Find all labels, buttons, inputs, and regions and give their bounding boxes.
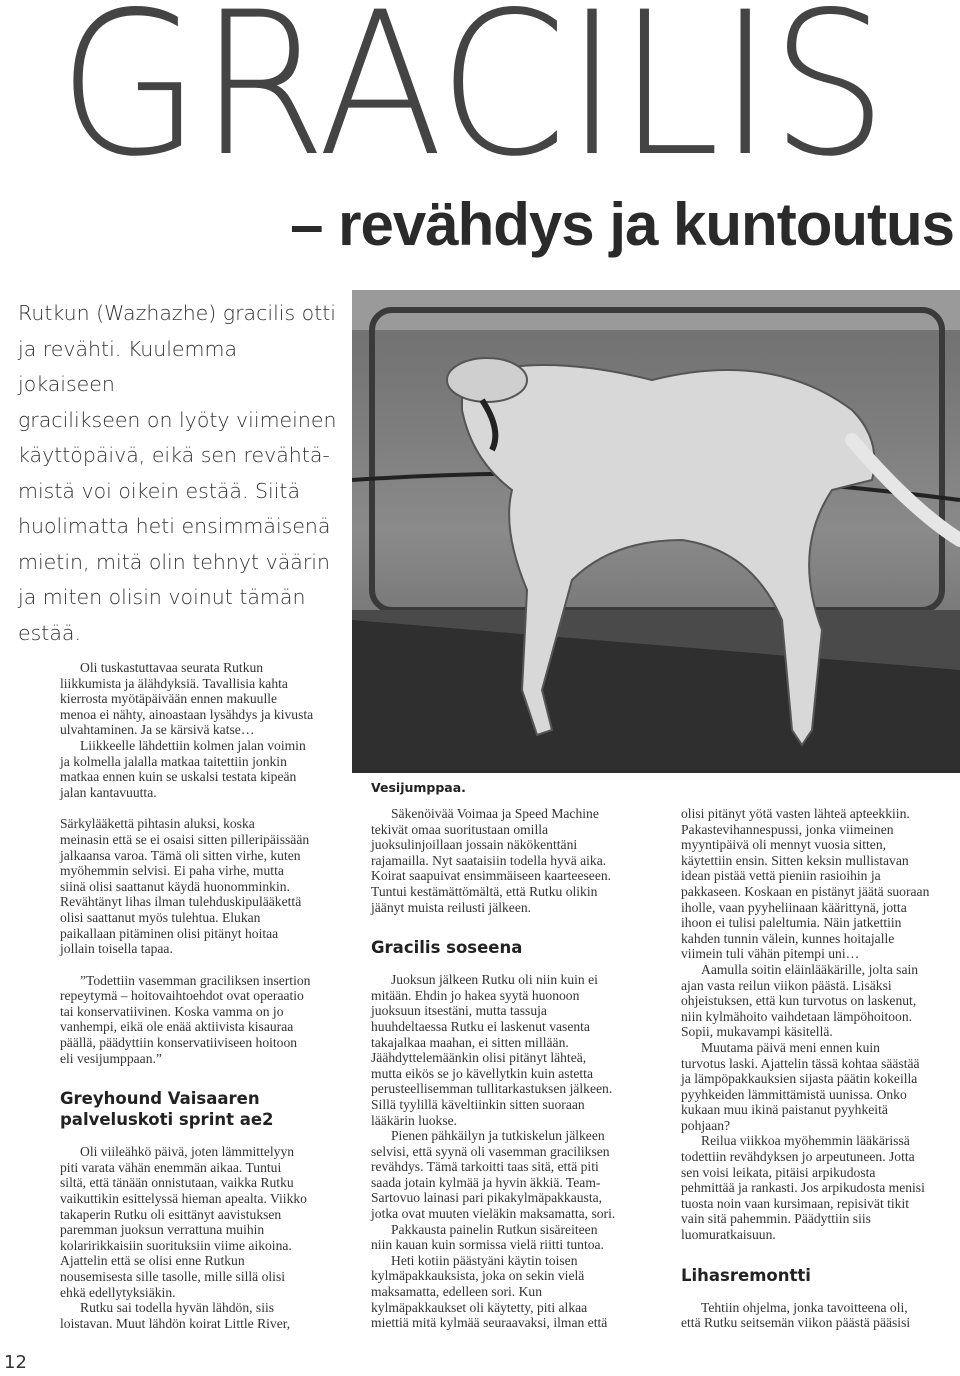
paragraph: Oli viileähkö päivä, joten lämmittelyyn piti varata vähän enemmän aikaa. Tuntui siltä, että tänään onnistutaan, vaikka Rutku vaikuttikin esittelyssä hieman apealta. Viikko takaperin Rutku oli esittänyt aavistuksen paremman juoksun verrattuna muihin kolaririkkaisiin suorituksiin viime aikoina. Ajattelin että se olisi enne Rutkun nousemisesta sille tasolle, mille sillä olisi ehkä edellytyksiäkin. [60, 1144, 307, 1300]
section-heading: Lihasremontti [681, 1265, 811, 1285]
paragraph: Juoksun jälkeen Rutku oli niin kuin ei mitään. Ehdin jo hakea syytä huonoon juoksuun itsestäni, mutta tassuja huuhdeltaessa Rutku ei laskenut vasenta takajalkaa maahan, ei sitten millään. Jäähdyttelemäänkin olisi pitänyt lähteä, mutta eikös se jo kävellytkin kuin astetta perusteellisemman tullitarkastuksen jälkeen. Sillä tyylillä käveltiinkin sitten suoraan lääkärin luokse. [371, 972, 613, 1128]
pull-quote: ”Todettiin vasemman graciliksen insertion repeytymä – hoitovaihtoehdot ovat operaatio tai konservatiivinen. Koska vamma on jo vanhempi, eikä ole enää aktiivista kisauraa päällä, päädyttiin konservatiiviseen hoitoon eli vesijumppaan.” [60, 972, 311, 1066]
page-subtitle: – revähdys ja kuntoutus [290, 191, 954, 258]
paragraph: Muutama päivä meni ennen kuin turvotus laski. Ajattelin tässä kohtaa säästää ja lämpöpakkauksien sijasta päätin kokeilla pyyhkeiden lämmittämistä uunissa. Onko kukaan muu ikinä paistanut pyyhkeitä pohjaan? [681, 1039, 920, 1133]
article-column-2 [371, 806, 649, 1331]
paragraph: Aamulla soitin eläinlääkärille, jolta sain ajan vasta reilun viikon päästä. Lisäksi ohjeistuksen, että kun turvotus on laskenut, niin kylmähoito vaihdetaan lämpöhoitoon. Sopii, mukavampi käsitellä. [681, 961, 919, 1040]
paragraph: Heti kotiin päästyäni käytin toisen kylmäpakkauksista, joka on sekin vielä maksamatta, edelleen sori. Kun kylmäpakkaukset oli käytetty, piti alkaa miettiä mitä kylmää seuraavaksi, ilman että [371, 1252, 608, 1331]
paragraph: Reilua viikkoa myöhemmin lääkärissä todettiin revähdyksen jo arpeutuneen. Jotta sen voisi leikata, pitäisi arpikudosta pehmittää ja rankasti. Jos arpikudosta menisi tuosta noin vaan kursimaan, repisivät tikit vain sitä pahemmin. Päädyttiin siis luomuratkaisuun. [681, 1133, 925, 1243]
paragraph: Rutku sai todella hyvän lähdön, siis loistavan. Muut lähdön koirat Little River, [60, 1300, 291, 1331]
paragraph: Tehtiin ohjelma, jonka tavoitteena oli, että Rutku seitsemän viikon päästä pääsisi [681, 1299, 911, 1331]
paragraph: Pienen pähkäilyn ja tutkiskelun jälkeen selvisi, että syynä oli vasemman graciliksen revähdys. Tämä tarkoitti taas sitä, että piti saada jotain kylmää ja hyvin äkkiä. Team- Sartovuo lainasi pari pikakylmäpakkausta, jotka ovat muuten vieläkin maksamatta, sori. [371, 1128, 616, 1222]
paragraph: Säkenöivää Voimaa ja Speed Machine tekivät omaa suoritustaan omilla juoksulinjoillaan jossain näkökenttäni rajamailla. Nyt saataisiin todella hyvä aika. Koirat saapuivat ensimmäiseen kaarteeseen. Tuntui kestämättömältä, että Rutku olikin jäänyt muista reilusti jälkeen. [371, 806, 612, 915]
photo-caption: Vesijumppaa. [371, 780, 466, 795]
section-heading: Greyhound Vaisaaren palveluskoti sprint ae2 [60, 1089, 274, 1130]
paragraph: olisi pitänyt yötä vasten lähteä apteekkiin. Pakastevihannespussi, jonka viimeinen myyntipäivä oli mennyt vuosia sitten, käytettiin ensin. Sitten keksin mullistavan idean pistää vettä pieniin rasioihin ja pakkaseen. Koskaan en pistänyt jäätä suoraan iholle, vaan pyyheliinaan käärittynä, jotta ihoon ei tulisi paleltumia. Näin jatkettiin kahden tunnin välein, kunnes hoitajalle viimein tuli vähän pitempi uni… [681, 806, 930, 962]
paragraph: Särkylääkettä pihtasin aluksi, koska meinasin että se ei osaisi sitten pilleripäissään jalkaansa varoa. Tämä oli sitten virhe, kuten myöhemmin selvisi. Ei paha virhe, mutta siinä olisi saattanut käydä huonomminkin. Revähtänyt lihas ilman tulehduskipulääkettä olisi saattanut myös tulehtua. Elukan paikallaan pitäminen olisi pitänyt hoitaa jollain toisella tapaa. [60, 816, 310, 957]
photo-dog-hydrotherapy [352, 290, 960, 773]
page-number: 12 [4, 1352, 27, 1373]
paragraph: Liikkeelle lähdettiin kolmen jalan voimin ja kolmella jalalla matkaa taitettiin jonkin matkaa ennen kuin se uskalsi testata kipeän jalan kantavuutta. [60, 737, 306, 800]
article-column-3 [681, 806, 956, 1331]
page-title: GRACILIS [58, 0, 886, 200]
paragraph: Pakkausta painelin Rutkun sisäreiteen niin kauan kuin sormissa vielä riitti tuntoa. [371, 1221, 604, 1253]
article-column-1 [60, 660, 342, 1331]
section-heading: Gracilis soseena [371, 938, 523, 958]
paragraph: Oli tuskastuttavaa seurata Rutkun liikkumista ja älähdyksiä. Tavallisia kahta kierrosta myötäpäivään ennen makuulle menoa ei nähty, ainoastaan lysähdys ja kivusta ulvahtaminen. Ja se kärsivä katse… [60, 660, 314, 738]
lead-paragraph: Rutkun (Wazhazhe) gracilis otti ja revähti. Kuulemma jokaiseen gracilikseen on lyöty viimeinen käyttöpäivä, eikä sen revähtä- mistä voi oikein estää. Siitä huolimatta heti ensimmäisenä mietin, mitä olin tehnyt väärin ja miten olisin voinut tämän estää. [18, 301, 337, 645]
